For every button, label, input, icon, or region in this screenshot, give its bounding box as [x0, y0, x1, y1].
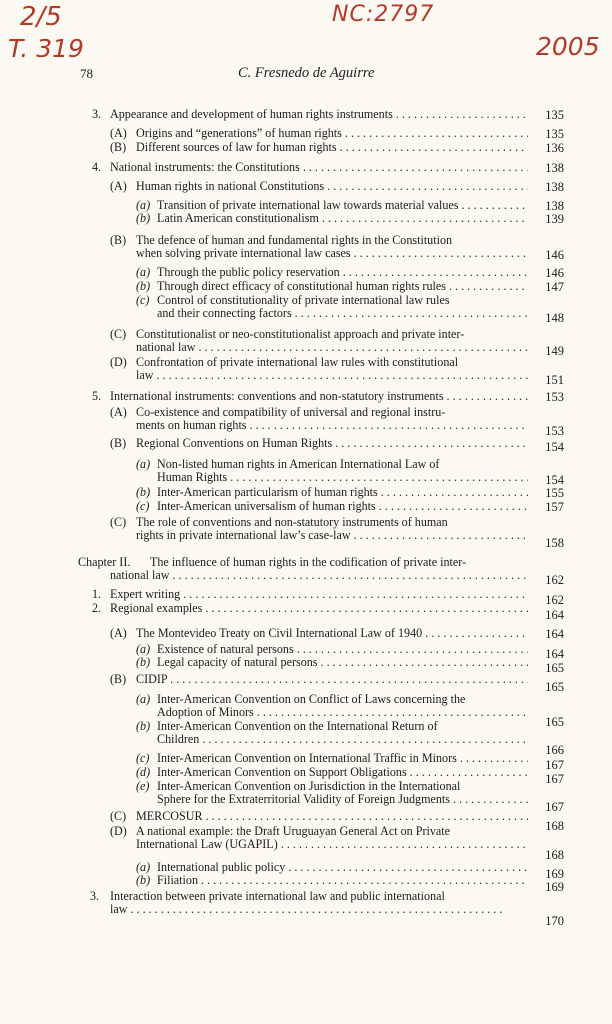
toc-page-number: 164: [545, 627, 564, 641]
toc-entry-label: 3.: [92, 107, 102, 121]
toc-page-number: 168: [545, 848, 564, 862]
toc-entry-label: 1.: [92, 587, 102, 601]
toc-entry-title: Inter-American Convention on Support Obligations . . .: [157, 766, 528, 779]
toc-entry-label: (b): [136, 211, 151, 225]
handwritten-annotation-volume: T. 319: [8, 34, 84, 63]
handwritten-annotation-top-left: 2/5: [20, 2, 62, 32]
toc-entry-title: Through direct efficacy of constitutional human rights rules . . .: [157, 280, 528, 293]
toc-entry-title: Sphere for the Extraterritorial Validity of Foreign Judgments . . .: [157, 793, 528, 806]
toc-page-number: 138: [545, 180, 564, 194]
toc-entry-title: Inter-American Convention on International Traffic in Minors . . .: [157, 752, 528, 765]
toc-entry-title: Through the public policy reservation . . .: [157, 266, 528, 279]
toc-entry-label: 3.: [90, 889, 100, 903]
toc-entry-title: Existence of natural persons . . .: [157, 643, 528, 656]
toc-entry-title: when solving private international law cases . . .: [136, 247, 528, 260]
toc-entry-label: (b): [136, 873, 151, 887]
toc-entry-title: Inter-American Convention on Conflict of Laws concerning the: [157, 693, 466, 706]
toc-entry-label: (B): [110, 233, 127, 247]
toc-entry-title: rights in private international law’s case-law . . .: [136, 529, 528, 542]
toc-entry-title: Children . . .: [157, 733, 528, 746]
toc-page-number: 168: [545, 819, 564, 833]
toc-page-number: 147: [545, 280, 564, 294]
toc-entry-label: (c): [136, 751, 150, 765]
toc-entry-title: Legal capacity of natural persons . . .: [157, 656, 528, 669]
toc-page-number: 167: [545, 800, 564, 814]
toc-page-number: 153: [545, 424, 564, 438]
toc-entry-label: (a): [136, 198, 151, 212]
toc-entry-label: (A): [110, 126, 127, 140]
toc-entry-title: The influence of human rights in the codification of private inter-: [150, 556, 467, 569]
toc-entry-title: Regional examples . . .: [110, 602, 528, 615]
toc-entry-label: (A): [110, 179, 127, 193]
toc-entry-label: (B): [110, 140, 127, 154]
toc-entry-title: and their connecting factors . . .: [157, 307, 528, 320]
toc-entry-title: Inter-American universalism of human rights . . .: [157, 500, 528, 513]
toc-entry-title: CIDIP . . .: [136, 673, 528, 686]
toc-entry-label: (c): [136, 499, 150, 513]
toc-entry-title: ments on human rights . . .: [136, 419, 528, 432]
toc-page-number: 165: [545, 680, 564, 694]
toc-page-number: 166: [545, 743, 564, 757]
toc-page-number: 165: [545, 715, 564, 729]
toc-entry-label: (d): [136, 765, 151, 779]
toc-page-number: 135: [545, 108, 564, 122]
toc-entry-label: 2.: [92, 601, 102, 615]
toc-entry-label: (a): [136, 642, 151, 656]
toc-page-number: 138: [545, 199, 564, 213]
toc-page-number: 170: [545, 914, 564, 928]
handwritten-annotation-call-number: NC:2797: [332, 2, 435, 27]
toc-entry-title: Human rights in national Constitutions . . .: [136, 180, 528, 193]
toc-page-number: 153: [545, 390, 564, 404]
toc-page-number: 146: [545, 248, 564, 262]
toc-entry-title: law . . .: [136, 369, 528, 382]
toc-entry-label: (a): [136, 692, 151, 706]
toc-entry-label: (b): [136, 655, 151, 669]
toc-entry-label: (a): [136, 457, 151, 471]
page-number: 78: [80, 66, 93, 81]
toc-entry-title: Non-listed human rights in American International Law of: [157, 458, 440, 471]
toc-entry-title: International Law (UGAPIL) . . .: [136, 838, 528, 851]
toc-entry-title: Inter-American particularism of human rights . . .: [157, 486, 528, 499]
toc-entry-label: (A): [110, 405, 127, 419]
toc-entry-title: International public policy . . .: [157, 861, 528, 874]
toc-page-number: 138: [545, 161, 564, 175]
toc-page-number: 162: [545, 573, 564, 587]
toc-page-number: 139: [545, 212, 564, 226]
toc-entry-title: national law . . .: [136, 341, 528, 354]
toc-page-number: 167: [545, 758, 564, 772]
toc-entry-label: (D): [110, 355, 127, 369]
toc-entry-title: Regional Conventions on Human Rights . . .: [136, 437, 528, 450]
toc-entry-title: Appearance and development of human rights instruments . . .: [110, 108, 528, 121]
toc-entry-label: 5.: [92, 389, 102, 403]
toc-entry-title: The defence of human and fundamental rights in the Constitution: [136, 234, 453, 247]
toc-entry-label: (D): [110, 824, 127, 838]
toc-entry-title: law . . .: [110, 903, 528, 916]
toc-page-number: 164: [545, 647, 564, 661]
toc-entry-label: (A): [110, 626, 127, 640]
toc-page-number: 136: [545, 141, 564, 155]
toc-entry-label: (b): [136, 485, 151, 499]
toc-entry-title: Origins and “generations” of human rights . . .: [136, 127, 528, 140]
toc-entry-title: Expert writing . . .: [110, 588, 528, 601]
toc-entry-title: Human Rights . . .: [157, 471, 528, 484]
toc-entry-label: (C): [110, 327, 127, 341]
toc-entry-title: Different sources of law for human rights . . .: [136, 141, 528, 154]
toc-entry-label: (b): [136, 719, 151, 733]
toc-entry-title: Adoption of Minors . . .: [157, 706, 528, 719]
toc-entry-title: Inter-American Convention on Jurisdiction in the International: [157, 780, 461, 793]
toc-entry-title: Constitutionalist or neo-constitutionalist approach and private inter-: [136, 328, 465, 341]
toc-entry-title: Latin American constitutionalism . . .: [157, 212, 528, 225]
toc-entry-title: Transition of private international law towards material values . . .: [157, 199, 528, 212]
toc-entry-title: Control of constitutionality of private international law rules: [157, 294, 450, 307]
toc-page-number: 167: [545, 772, 564, 786]
running-head: C. Fresnedo de Aguirre: [238, 65, 375, 81]
toc-page-number: 164: [545, 608, 564, 622]
toc-entry-label: (B): [110, 436, 127, 450]
toc-entry-title: national law . . .: [110, 569, 528, 582]
toc-page-number: 135: [545, 127, 564, 141]
toc-page-number: 158: [545, 536, 564, 550]
toc-entry-title: A national example: the Draft Uruguayan General Act on Private: [136, 825, 450, 838]
toc-entry-title: MERCOSUR . . .: [136, 810, 528, 823]
toc-entry-label: 4.: [92, 160, 102, 174]
toc-page-number: 169: [545, 867, 564, 881]
toc-entry-title: Inter-American Convention on the International Return of: [157, 720, 438, 733]
toc-entry-title: Co-existence and compatibility of universal and regional instru-: [136, 406, 446, 419]
toc-page-number: 169: [545, 880, 564, 894]
toc-page-number: 146: [545, 266, 564, 280]
toc-entry-title: Filiation . . .: [157, 874, 528, 887]
toc-entry-label: (B): [110, 672, 127, 686]
toc-page-number: 162: [545, 593, 564, 607]
toc-entry-title: International instruments: conventions and non-statutory instruments . . .: [110, 390, 528, 403]
toc-page-number: 155: [545, 486, 564, 500]
handwritten-annotation-year: 2005: [536, 32, 600, 61]
toc-entry-label: (a): [136, 265, 151, 279]
toc-page-number: 154: [545, 440, 564, 454]
toc-page-number: 165: [545, 661, 564, 675]
toc-entry-label: (c): [136, 293, 150, 307]
toc-page-number: 148: [545, 311, 564, 325]
toc-entry-title: Interaction between private international law and public international: [110, 890, 445, 903]
toc-entry-label: (e): [136, 779, 150, 793]
toc-page-number: 154: [545, 473, 564, 487]
toc-entry-label: (C): [110, 515, 127, 529]
toc-entry-label: (b): [136, 279, 151, 293]
toc-entry-title: National instruments: the Constitutions . . .: [110, 161, 528, 174]
toc-page-number: 149: [545, 344, 564, 358]
toc-page-number: 151: [545, 373, 564, 387]
toc-entry-title: The role of conventions and non-statutory instruments of human: [136, 516, 448, 529]
toc-page-number: 157: [545, 500, 564, 514]
toc-entry-label: Chapter II.: [78, 555, 131, 569]
toc-entry-label: (C): [110, 809, 127, 823]
toc-entry-title: The Montevideo Treaty on Civil International Law of 1940 . . .: [136, 627, 528, 640]
toc-entry-title: Confrontation of private international law rules with constitutional: [136, 356, 459, 369]
toc-entry-label: (a): [136, 860, 151, 874]
